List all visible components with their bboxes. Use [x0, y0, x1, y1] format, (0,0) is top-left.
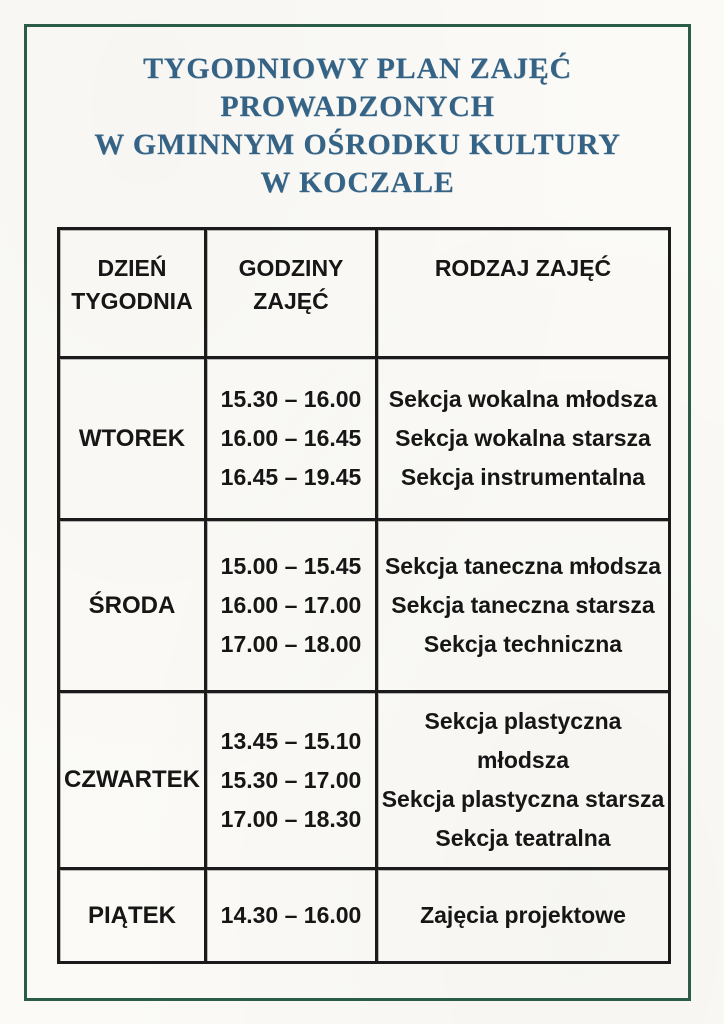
title-line-4: W KOCZALE	[260, 166, 455, 199]
activity-name: Sekcja teatralna	[435, 825, 611, 851]
day-label: WTOREK	[59, 358, 206, 520]
table-row-friday	[59, 869, 670, 963]
weekly-schedule-table	[57, 227, 671, 964]
time-slots	[206, 869, 377, 963]
time-slot: 15.30 – 16.00	[220, 386, 362, 412]
activity-name: Sekcja techniczna	[423, 631, 623, 657]
activity-name: Sekcja wokalna młodsza	[388, 386, 658, 412]
time-slot: 15.30 – 17.00	[220, 766, 362, 793]
header-class-type	[377, 229, 670, 358]
header-class-hours	[206, 229, 377, 358]
header-type-line-1: RODZAJ ZAJĘĆ	[434, 255, 612, 281]
time-slot: 17.00 – 18.00	[220, 631, 362, 657]
day-label: ŚRODA	[59, 520, 206, 692]
activity-name: Sekcja wokalna starsza	[395, 425, 651, 451]
header-day-line-2: TYGODNIA	[71, 288, 193, 314]
header-hours-line-1: GODZINY	[238, 255, 344, 281]
activity-name: Sekcja plastyczna starsza	[381, 786, 665, 812]
time-slot: 15.00 – 15.45	[220, 553, 362, 579]
activity-name: Sekcja plastyczna młodsza	[424, 708, 622, 773]
time-slot: 16.45 – 19.45	[220, 464, 362, 490]
time-slots	[206, 520, 377, 692]
table-row-tuesday	[59, 358, 670, 520]
day-label: CZWARTEK	[59, 692, 206, 869]
document-title	[27, 50, 688, 202]
table-row-wednesday	[59, 520, 670, 692]
time-slot: 17.00 – 18.30	[220, 805, 362, 832]
activity-name: Sekcja taneczna starsza	[391, 592, 655, 618]
time-slots	[206, 692, 377, 869]
time-slot: 13.45 – 15.10	[220, 727, 362, 754]
activity-name: Zajęcia projektowe	[420, 902, 626, 928]
time-slots	[206, 358, 377, 520]
activity-name: Sekcja taneczna młodsza	[384, 553, 662, 579]
activity-names	[377, 358, 670, 520]
time-slot: 16.00 – 17.00	[220, 592, 362, 618]
activity-names	[377, 520, 670, 692]
title-line-2: PROWADZONYCH	[220, 90, 495, 123]
activity-name: Sekcja instrumentalna	[400, 464, 646, 490]
title-line-1: TYGODNIOWY PLAN ZAJĘĆ	[142, 52, 573, 85]
time-slot: 14.30 – 16.00	[220, 902, 362, 928]
header-day-of-week	[59, 229, 206, 358]
header-hours-line-2: ZAJĘĆ	[253, 288, 329, 314]
table-header-row	[59, 229, 670, 358]
activity-names	[377, 692, 670, 869]
activity-names	[377, 869, 670, 963]
header-day-line-1: DZIEŃ	[97, 255, 167, 281]
title-line-3: W GMINNYM OŚRODKU KULTURY	[94, 128, 621, 161]
time-slot: 16.00 – 16.45	[220, 425, 362, 451]
table-row-thursday	[59, 692, 670, 869]
day-label: PIĄTEK	[59, 869, 206, 963]
